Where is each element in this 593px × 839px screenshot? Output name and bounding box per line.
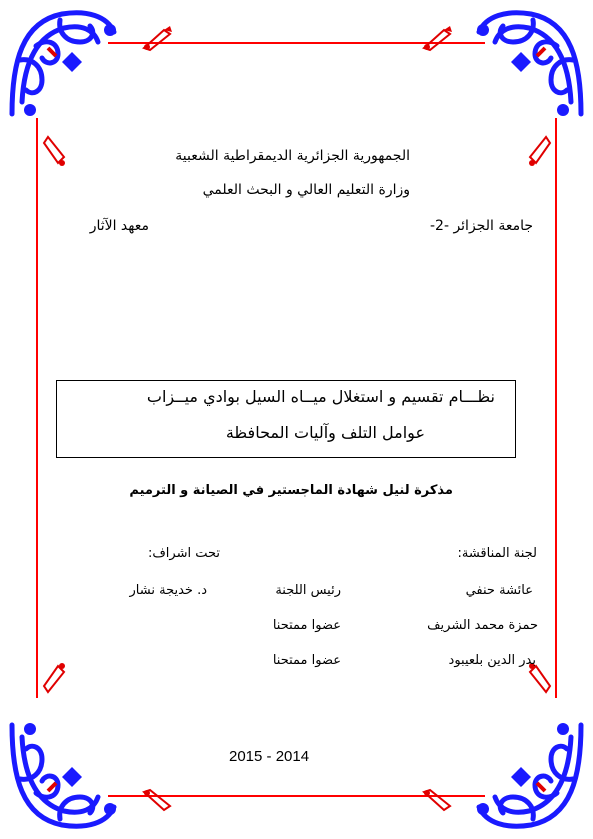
corner-ornament-top-right (473, 2, 591, 120)
pen-ornament-bottom-right (420, 788, 454, 816)
corner-ornament-bottom-left (2, 719, 120, 837)
committee-member-name: حمزة محمد الشريف (427, 618, 538, 633)
pen-ornament-left-bottom (42, 660, 68, 696)
ministry-heading: وزارة التعليم العالي و البحث العلمي (202, 182, 410, 198)
university-name: جامعة الجزائر -2- (429, 218, 533, 234)
thesis-title-line-1: نظـــام تقسيم و استغلال ميــاه السيل بوادي ميــزاب (146, 387, 495, 406)
institute-name: معهد الآثار (89, 218, 149, 234)
committee-heading: لجنة المناقشة: (457, 546, 537, 561)
corner-ornament-bottom-right (473, 719, 591, 837)
corner-ornament-top-left (2, 2, 120, 120)
academic-years: 2015 - 2014 (229, 748, 310, 765)
frame-right-line (555, 118, 557, 698)
pen-ornament-right-top (526, 133, 552, 169)
supervisor-name: د. خديجة نشار (129, 583, 207, 598)
pen-ornament-top-left (140, 24, 174, 52)
pen-ornament-left-top (42, 133, 68, 169)
committee-member-role: عضوا ممتحنا (272, 653, 341, 668)
supervision-heading: تحت اشراف: (147, 546, 220, 561)
pen-ornament-top-right (420, 24, 454, 52)
thesis-title-box (56, 380, 516, 458)
degree-statement: مذكرة لنيل شهادة الماجستير في الصيانة و الترميم (129, 483, 453, 498)
committee-member-name: عائشة حنفي (465, 583, 533, 598)
committee-member-role: رئيس اللجنة (275, 583, 341, 598)
republic-heading: الجمهورية الجزائرية الديمقراطية الشعبية (175, 148, 410, 164)
committee-member-role: عضوا ممتحنا (272, 618, 341, 633)
pen-ornament-bottom-left (140, 788, 174, 816)
frame-left-line (36, 118, 38, 698)
committee-member-name: بدر الدين بلعيبود (448, 653, 536, 668)
thesis-title-line-2: عوامل التلف وآليات المحافظة (225, 423, 425, 442)
